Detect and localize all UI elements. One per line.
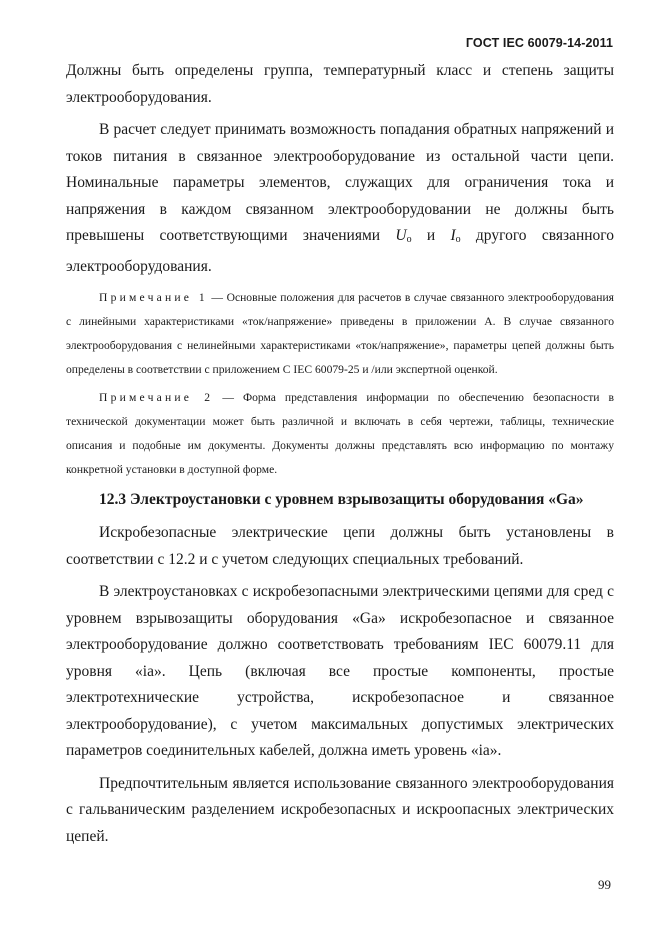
page-number: 99 <box>598 877 611 892</box>
paragraph-5: Предпочтительным является использование связанного электрооборудования с гальваническим разделением искробезопасных и искроопасных электрических цепей. <box>66 774 614 845</box>
paragraph-4: В электроустановках с искробезопасными электрическими цепями для сред с уровнем взрывозащиты оборудования «Ga» искробезопасное и связанное электрооборудование должно соответствовать требованиям IEC 60079.11 для уровня «ia». Цепь (включая все простые компоненты, простые электротехнические устройства, искробезопасное и связанное электрооборудование), с учетом максимальных допустимых электрических параметров соединительных кабелей, должна иметь уровень «ia». <box>66 583 614 759</box>
paragraph-2-and: и <box>411 227 451 244</box>
note-2 <box>66 386 614 482</box>
section-heading: 12.3 Электроустановки с уровнем взрывозащиты оборудования «Ga» <box>99 491 584 508</box>
paragraph-1: Должны быть определены группа, температурный класс и степень защиты электрооборудования. <box>66 62 614 106</box>
note-1-label: Примечание 1 <box>99 291 208 304</box>
note-1-text: Основные положения для расчетов в случае связанного электрооборудования с линейными характеристиками «ток/напряжение» приведены в приложении А. В случае связанного электрооборудования с нелинейными характеристиками «ток/напряжение», параметры цепей должны быть определены в соответствии с приложением С IEC 60079-25 и /или экспертной оценкой. <box>66 291 614 376</box>
paragraph-2-text-b: другого связанного электрооборудования. <box>66 227 615 275</box>
note-2-label: Примечание 2 <box>99 391 214 404</box>
document-code-header: ГОСТ IEC 60079-14-2011 <box>465 36 613 50</box>
symbol-u-subscript: o <box>406 234 412 245</box>
note-2-text: Форма представления информации по обеспечению безопасности в технической документации может быть различной и включать в себя чертежи, таблицы, технические описания и подобные им документы. Документы должны представлять всю информацию по монтажу конкретной установки в доступной форме. <box>66 391 614 476</box>
symbol-i-subscript: o <box>455 234 461 245</box>
symbol-i: I <box>450 227 456 244</box>
note-1 <box>66 286 614 382</box>
symbol-u: U <box>395 227 407 244</box>
paragraph-3: Искробезопасные электрические цепи должны быть установлены в соответствии с 12.2 и с учетом следующих специальных требований. <box>66 524 614 568</box>
note-2-dash: — <box>213 391 243 404</box>
paragraph-2-text-a: В расчет следует принимать возможность попадания обратных напряжений и токов питания в связанное электрооборудование из остальной части цепи. Номинальные параметры элементов, служащих для ограничения тока и напряжения в каждом связанном электрооборудовании не должны быть превышены соответствующими значениями <box>66 121 614 244</box>
page-content <box>66 58 614 856</box>
note-1-dash: — <box>207 291 227 304</box>
paragraph-2 <box>66 117 614 280</box>
